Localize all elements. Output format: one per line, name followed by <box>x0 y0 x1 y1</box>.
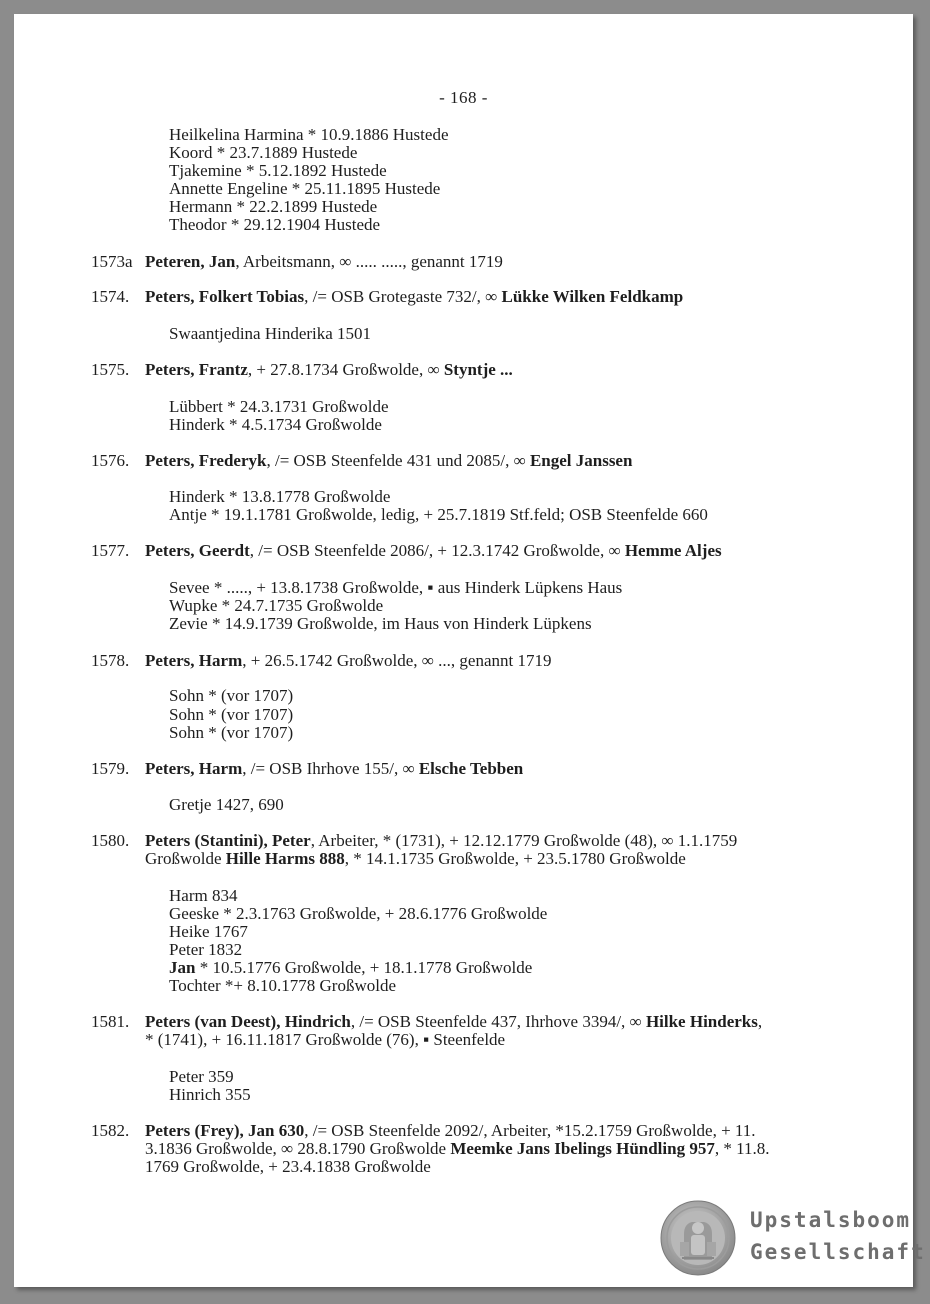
child-line: Geeske * 2.3.1763 Großwolde, + 28.6.1776 Großwolde <box>169 904 548 923</box>
child-line: Sevee * ....., + 13.8.1738 Großwolde, ▪ aus Hinderk Lüpkens Haus <box>169 578 623 597</box>
continuation-text: , * 14.1.1735 Großwolde, + 23.5.1780 Großwolde <box>344 849 686 868</box>
child-line: Koord * 23.7.1889 Hustede <box>169 143 358 162</box>
entry-number: 1574. <box>91 287 130 306</box>
child-line: Swaantjedina Hinderika 1501 <box>169 324 372 343</box>
continuation-text: 3.1836 Großwolde, ∞ 28.8.1790 Großwolde <box>145 1139 451 1158</box>
entry-name: Peters, Frantz <box>145 360 248 379</box>
entry-number: 1578. <box>91 651 130 670</box>
entry-number: 1579. <box>91 759 130 778</box>
entry-spouse: Elsche Tebben <box>418 759 524 778</box>
entry-details: , /= OSB Grotegaste 732/, ∞ <box>304 287 502 306</box>
entry-number: 1582. <box>91 1121 130 1140</box>
entry-number: 1575. <box>91 360 130 379</box>
child-line: Lübbert * 24.3.1731 Großwolde <box>169 397 389 416</box>
entry-name: Peters, Frederyk <box>145 451 267 470</box>
entry-spouse: Lükke Wilken Feldkamp <box>501 287 684 306</box>
child-line: Sohn * (vor 1707) <box>169 686 294 705</box>
entry-continuation <box>145 1140 769 1158</box>
entry-spouse: Hille Harms 888 <box>225 849 345 868</box>
entry-continuation: 1769 Großwolde, + 23.4.1838 Großwolde <box>145 1157 431 1176</box>
document-page <box>14 14 926 1287</box>
child-line: Annette Engeline * 25.11.1895 Hustede <box>169 179 441 198</box>
entry-details: , /= OSB Steenfelde 431 und 2085/, ∞ <box>266 451 530 470</box>
child-line: Hinderk * 4.5.1734 Großwolde <box>169 415 382 434</box>
entry-spouse: Hemme Aljes <box>624 541 722 560</box>
entry-heading <box>145 832 737 850</box>
entry-heading <box>145 1013 762 1031</box>
entry-continuation <box>145 850 686 868</box>
entry-number: 1573a <box>91 252 133 271</box>
child-line: Sohn * (vor 1707) <box>169 705 294 724</box>
entry-heading <box>145 652 552 670</box>
entry-spouse: Hilke Hinderks <box>645 1012 758 1031</box>
child-line: Peter 1832 <box>169 940 243 959</box>
entry-name: Peters (Frey), Jan 630 <box>145 1121 305 1140</box>
child-line <box>169 959 532 977</box>
entry-details: , Arbeiter, * (1731), + 12.12.1779 Großwolde (48), ∞ 1.1.1759 <box>310 831 738 850</box>
entry-details: , Arbeitsmann, ∞ ..... ....., genannt 1719 <box>235 252 503 271</box>
punctuation: , <box>757 1012 763 1031</box>
child-line: Antje * 19.1.1781 Großwolde, ledig, + 25.7.1819 Stf.feld; OSB Steenfelde 660 <box>169 505 708 524</box>
continuation-text: , * 11.8. <box>714 1139 770 1158</box>
entry-name: Peters, Harm <box>145 651 243 670</box>
child-line: Hermann * 22.2.1899 Hustede <box>169 197 378 216</box>
logo-text-line2: Gesellschaft <box>750 1240 926 1264</box>
child-line: Heike 1767 <box>169 922 248 941</box>
entry-continuation: * (1741), + 16.11.1817 Großwolde (76), ▪ Steenfelde <box>145 1030 506 1049</box>
entry-name: Peters (Stantini), Peter <box>145 831 311 850</box>
entry-heading <box>145 1122 756 1140</box>
entry-heading <box>145 253 503 271</box>
entry-heading <box>145 361 513 379</box>
entry-heading <box>145 760 523 778</box>
entry-number: 1576. <box>91 451 130 470</box>
child-line: Peter 359 <box>169 1067 234 1086</box>
child-details: * 10.5.1776 Großwolde, + 18.1.1778 Großwolde <box>195 958 533 977</box>
society-logo <box>660 1200 926 1276</box>
entry-name: Peteren, Jan <box>145 252 236 271</box>
entry-name: Peters, Geerdt <box>145 541 250 560</box>
child-line: Harm 834 <box>169 886 238 905</box>
entry-name: Peters, Harm <box>145 759 243 778</box>
entry-number: 1581. <box>91 1012 130 1031</box>
child-line: Zevie * 14.9.1739 Großwolde, im Haus von Hinderk Lüpkens <box>169 614 592 633</box>
entry-name: Peters, Folkert Tobias <box>145 287 305 306</box>
child-line: Gretje 1427, 690 <box>169 795 284 814</box>
entry-spouse: Engel Janssen <box>529 451 633 470</box>
child-line: Hinrich 355 <box>169 1085 251 1104</box>
continuation-text: Großwolde <box>145 849 226 868</box>
entry-spouse: Meemke Jans Ibelings Hündling 957 <box>450 1139 715 1158</box>
entry-name: Peters (van Deest), Hindrich <box>145 1012 351 1031</box>
child-line: Sohn * (vor 1707) <box>169 723 294 742</box>
entry-spouse: Styntje ... <box>443 360 513 379</box>
child-line: Theodor * 29.12.1904 Hustede <box>169 215 381 234</box>
child-line: Wupke * 24.7.1735 Großwolde <box>169 596 384 615</box>
entry-heading <box>145 452 632 470</box>
child-line: Tochter *+ 8.10.1778 Großwolde <box>169 976 396 995</box>
entry-details: , + 27.8.1734 Großwolde, ∞ <box>247 360 444 379</box>
seal-icon <box>660 1200 736 1276</box>
child-line: Heilkelina Harmina * 10.9.1886 Hustede <box>169 125 449 144</box>
entry-details: , + 26.5.1742 Großwolde, ∞ ..., genannt 1719 <box>242 651 552 670</box>
entry-details: , /= OSB Steenfelde 437, Ihrhove 3394/, ∞ <box>350 1012 646 1031</box>
entry-number: 1577. <box>91 541 130 560</box>
child-line: Tjakemine * 5.12.1892 Hustede <box>169 161 387 180</box>
page-number: - 168 - <box>439 88 488 107</box>
logo-text-line1: Upstalsboom <box>750 1208 912 1232</box>
entry-details: , /= OSB Steenfelde 2092/, Arbeiter, *15.2.1759 Großwolde, + 11. <box>304 1121 756 1140</box>
entry-number: 1580. <box>91 831 130 850</box>
child-line: Hinderk * 13.8.1778 Großwolde <box>169 487 391 506</box>
entry-heading <box>145 288 683 306</box>
entry-details: , /= OSB Ihrhove 155/, ∞ <box>242 759 419 778</box>
entry-heading <box>145 542 722 560</box>
entry-details: , /= OSB Steenfelde 2086/, + 12.3.1742 Großwolde, ∞ <box>249 541 625 560</box>
child-name: Jan <box>169 958 196 977</box>
